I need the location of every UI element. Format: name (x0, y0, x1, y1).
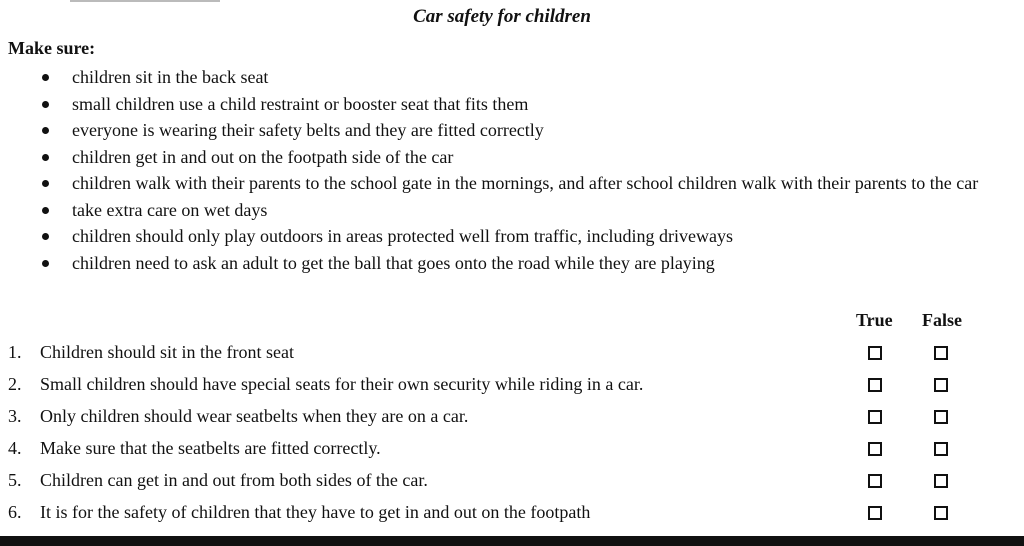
question-text: Children can get in and out from both sides of the car. (40, 470, 428, 490)
question-text: Small children should have special seats for their own security while riding in a car. (40, 374, 644, 394)
question-row (0, 434, 1004, 466)
true-checkbox[interactable] (868, 506, 882, 520)
cropped-text-fragment (70, 0, 220, 2)
false-column-header: False (922, 310, 962, 330)
bullet-item: children sit in the back seat (40, 64, 1000, 91)
question-row (0, 498, 1004, 530)
intro-heading: Make sure: (8, 38, 96, 58)
false-checkbox[interactable] (934, 410, 948, 424)
question-text: It is for the safety of children that they have to get in and out on the footpath (40, 502, 591, 522)
question-text: Children should sit in the front seat (40, 342, 294, 362)
question-number: 5. (8, 470, 22, 490)
false-checkbox[interactable] (934, 474, 948, 488)
question-number: 4. (8, 438, 22, 458)
question-number: 2. (8, 374, 22, 394)
question-number: 3. (8, 406, 22, 426)
bottom-border (0, 536, 1024, 546)
false-checkbox[interactable] (934, 346, 948, 360)
bullet-item: everyone is wearing their safety belts and they are fitted correctly (40, 117, 1000, 144)
false-checkbox[interactable] (934, 442, 948, 456)
true-column-header: True (856, 310, 893, 330)
true-checkbox[interactable] (868, 410, 882, 424)
question-row (0, 370, 1004, 402)
worksheet-title: Car safety for children (413, 6, 591, 27)
question-text: Only children should wear seatbelts when they are on a car. (40, 406, 469, 426)
safety-bullet-list (40, 64, 1000, 276)
question-row (0, 402, 1004, 434)
question-number: 1. (8, 342, 22, 362)
true-checkbox[interactable] (868, 346, 882, 360)
bullet-item: children get in and out on the footpath side of the car (40, 144, 1000, 171)
true-checkbox[interactable] (868, 442, 882, 456)
bullet-item: children walk with their parents to the school gate in the mornings, and after school children walk with their parents to the car (40, 170, 1000, 197)
bullet-item: take extra care on wet days (40, 197, 1000, 224)
question-text: Make sure that the seatbelts are fitted correctly. (40, 438, 381, 458)
question-number: 6. (8, 502, 22, 522)
bullet-item: children should only play outdoors in areas protected well from traffic, including driveways (40, 223, 1000, 250)
true-checkbox[interactable] (868, 474, 882, 488)
false-checkbox[interactable] (934, 378, 948, 392)
bullet-item: children need to ask an adult to get the ball that goes onto the road while they are playing (40, 250, 1000, 277)
question-row (0, 466, 1004, 498)
true-checkbox[interactable] (868, 378, 882, 392)
question-row (0, 338, 1004, 370)
false-checkbox[interactable] (934, 506, 948, 520)
bullet-item: small children use a child restraint or booster seat that fits them (40, 91, 1000, 118)
